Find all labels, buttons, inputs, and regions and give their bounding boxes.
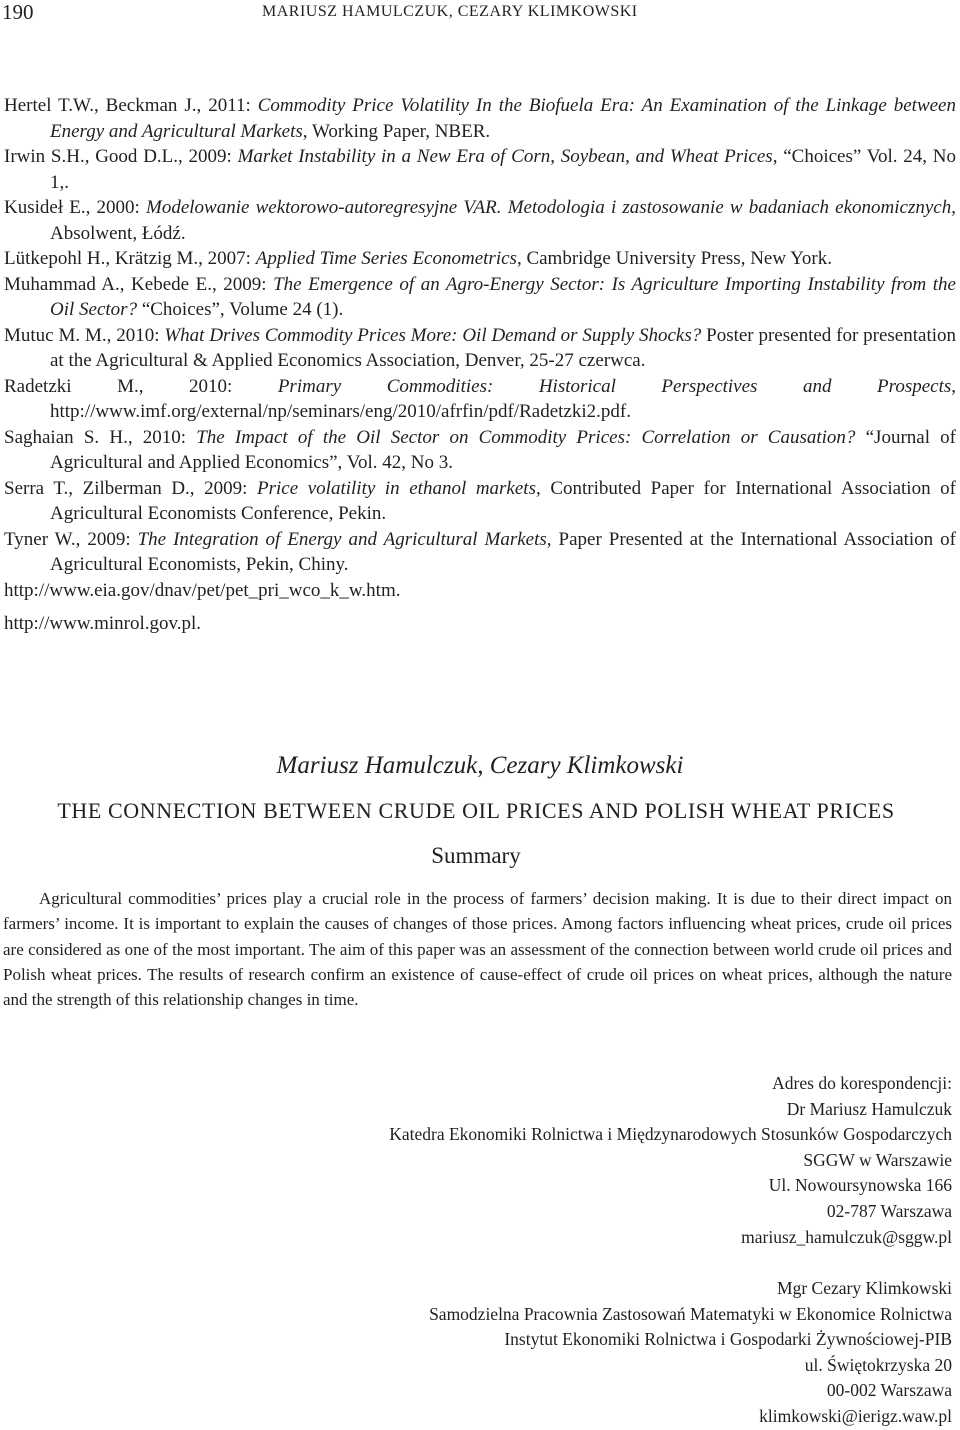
summary-heading: Summary	[431, 843, 521, 868]
correspondence-label: Adres do korespondencji:	[772, 1073, 952, 1093]
correspondence-address-1	[192, 1071, 952, 1250]
institution: SGGW w Warszawie	[803, 1149, 952, 1170]
page-header	[0, 0, 960, 30]
email-link[interactable]: klimkowski@ierigz.waw.pl	[759, 1405, 952, 1426]
reference-item: Tyner W., 2009: The Integration of Energy and Agricultural Markets, Paper Presented at the International Association of Agricultural Economists, Pekin, Chiny.	[4, 528, 956, 575]
email-link[interactable]: mariusz_hamulczuk@sggw.pl	[741, 1226, 952, 1247]
running-head: MARIUSZ HAMULCZUK, CEZARY KLIMKOWSKI	[262, 3, 638, 20]
department: Katedra Ekonomiki Rolnictwa i Międzynarodowych Stosunków Gospodarczych	[389, 1124, 952, 1145]
reference-item: Saghaian S. H., 2010: The Impact of the Oil Sector on Commodity Prices: Correlation or Causation? “Journal of Agricultural and Applied Economics”, Vol. 42, No 3.	[4, 426, 956, 473]
correspondence-address-2	[192, 1276, 952, 1430]
institution: Instytut Ekonomiki Rolnictwa i Gospodarki Żywnościowej-PIB	[504, 1329, 952, 1350]
reference-item: Radetzki M., 2010: Primary Commodities: Historical Perspectives and Prospects, http://www.imf.org/external/np/seminars/eng/2010/afrfin/pdf/Radetzki2.pdf.	[4, 375, 957, 422]
author-name: Mgr Cezary Klimkowski	[777, 1278, 952, 1298]
street: ul. Świętokrzyska 20	[804, 1354, 952, 1375]
postal-city: 02-787 Warszawa	[826, 1200, 952, 1221]
page-number: 190	[2, 0, 34, 24]
reference-item: Kusideł E., 2000: Modelowanie wektorowo-autoregresyjne VAR. Metodologia i zastosowanie w badaniach ekonomicznych, Absolwent, Łódź.	[4, 197, 956, 244]
reference-item: Muhammad A., Kebede E., 2009: The Emergence of an Agro-Energy Sector: Is Agriculture Importing Instability from the Oil Sector? “Choices”, Volume 24 (1).	[4, 273, 956, 320]
author-name: Dr Mariusz Hamulczuk	[786, 1098, 952, 1119]
street: Ul. Nowoursynowska 166	[768, 1175, 952, 1196]
reference-url[interactable]: http://www.minrol.gov.pl.	[4, 613, 202, 634]
reference-list	[4, 93, 956, 637]
summary-authors: Mariusz Hamulczuk, Cezary Klimkowski	[276, 752, 684, 779]
reference-item: Mutuc M. M., 2010: What Drives Commodity Prices More: Oil Demand or Supply Shocks? Poster presented for presentation at the Agricultural & Applied Economics Association, Denver, 25-27 czerwca.	[4, 324, 956, 371]
department: Samodzielna Pracownia Zastosowań Matematyki w Ekonomice Rolnictwa	[429, 1303, 952, 1324]
reference-url[interactable]: http://www.eia.gov/dnav/pet/pet_pri_wco_k_w.htm.	[4, 579, 401, 601]
summary-text: Agricultural commodities’ prices play a crucial role in the process of farmers’ decision making. It is due to their direct impact on farmers’ income. It is important to explain the causes of changes of those prices. Among factors influencing wheat prices, crude oil prices are considered as one of the most important. The aim of this paper was an assessment of the connection between world crude oil prices and Polish wheat prices. The results of research confirm an existence of cause-effect of crude oil prices on wheat prices, although the nature and the strength of this relationship changes in time.	[3, 889, 952, 1010]
reference-item: Serra T., Zilberman D., 2009: Price volatility in ethanol markets, Contributed Paper for International Association of Agricultural Economists Conference, Pekin.	[4, 477, 957, 524]
summary-title: THE CONNECTION BETWEEN CRUDE OIL PRICES AND POLISH WHEAT PRICES	[57, 798, 895, 823]
reference-item: Hertel T.W., Beckman J., 2011: Commodity Price Volatility In the Biofuela Era: An Examination of the Linkage between Energy and Agricultural Markets, Working Paper, NBER.	[4, 95, 956, 142]
postal-city: 00-002 Warszawa	[826, 1380, 952, 1401]
reference-item: Lütkepohl H., Krätzig M., 2007: Applied Time Series Econometrics, Cambridge University Press, New York.	[4, 248, 833, 269]
reference-item: Irwin S.H., Good D.L., 2009: Market Instability in a New Era of Corn, Soybean, and Wheat Prices, “Choices” Vol. 24, No 1,.	[4, 146, 956, 193]
